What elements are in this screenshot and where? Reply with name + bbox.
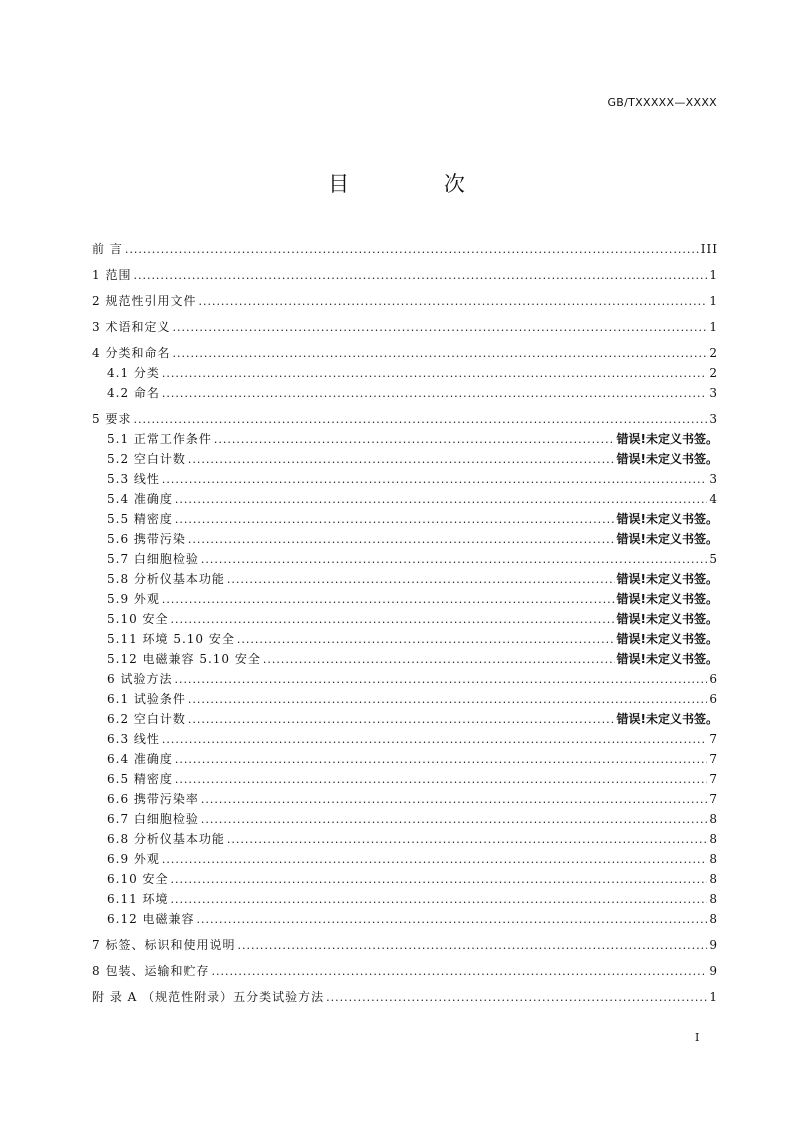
bookmark-error-text: 错误!未定义书签。 (616, 432, 718, 446)
dot-leader (188, 710, 615, 730)
toc-entry-label: 6 试验方法 (107, 672, 173, 686)
toc-page-number: 2 (709, 366, 718, 380)
toc-page-number: 4 (709, 492, 718, 506)
toc-entry-label: 5.6 携带污染 (107, 532, 186, 546)
toc-entry[interactable] (92, 849, 718, 869)
toc-entry[interactable] (92, 469, 718, 489)
toc-entry[interactable] (92, 609, 718, 629)
toc-entry[interactable] (92, 265, 718, 285)
dot-leader (237, 630, 615, 650)
dot-leader (133, 266, 707, 286)
toc-page-number: 7 (709, 732, 718, 746)
toc-entry-label: 6.12 电磁兼容 (107, 912, 195, 926)
dot-leader (237, 936, 707, 956)
dot-leader (188, 450, 615, 470)
toc-page-number: 1 (709, 268, 718, 282)
bookmark-error-text: 错误!未定义书签。 (616, 652, 718, 666)
toc-page-number: 6 (709, 692, 718, 706)
toc-entry-label: 6.6 携带污染率 (107, 792, 199, 806)
toc-entry[interactable] (92, 649, 718, 669)
toc-entry[interactable] (92, 629, 718, 649)
toc-entry-label: 5.4 准确度 (107, 492, 173, 506)
toc-entry-label: 6.9 外观 (107, 852, 160, 866)
table-of-contents (92, 239, 718, 1007)
toc-entry[interactable] (92, 935, 718, 955)
dot-leader (162, 850, 707, 870)
toc-page-number: 9 (709, 964, 718, 978)
dot-leader (174, 670, 707, 690)
toc-entry-label: 5.3 线性 (107, 472, 160, 486)
toc-entry[interactable] (92, 509, 718, 529)
toc-entry[interactable] (92, 489, 718, 509)
dot-leader (162, 590, 615, 610)
toc-entry-label: 6.8 分析仪基本功能 (107, 832, 225, 846)
bookmark-error-text: 错误!未定义书签。 (616, 572, 718, 586)
toc-entry-label: 7 标签、标识和使用说明 (92, 938, 236, 952)
toc-page-number: 8 (709, 812, 718, 826)
toc-page-number: 9 (709, 938, 718, 952)
toc-entry[interactable] (92, 809, 718, 829)
dot-leader (162, 364, 707, 384)
dot-leader (125, 240, 699, 260)
toc-entry-label: 6.4 准确度 (107, 752, 173, 766)
toc-entry-label: 6.3 线性 (107, 732, 160, 746)
toc-page-number: 2 (709, 346, 718, 360)
toc-entry[interactable] (92, 709, 718, 729)
toc-entry-label: 5 要求 (92, 412, 132, 426)
dot-leader (175, 490, 707, 510)
toc-entry[interactable] (92, 729, 718, 749)
toc-entry[interactable] (92, 429, 718, 449)
toc-entry[interactable] (92, 343, 718, 363)
toc-entry-label: 4.1 分类 (107, 366, 160, 380)
toc-entry-label: 前 言 (92, 242, 123, 256)
toc-entry-label: 5.11 环境 5.10 安全 (107, 632, 235, 646)
dot-leader (188, 530, 615, 550)
toc-page-number: 1 (709, 320, 718, 334)
toc-entry-label: 6.10 安全 (107, 872, 169, 886)
toc-entry[interactable] (92, 529, 718, 549)
toc-page-number: 3 (709, 386, 718, 400)
toc-entry[interactable] (92, 363, 718, 383)
toc-entry-label: 5.7 白细胞检验 (107, 552, 199, 566)
toc-entry-label: 5.1 正常工作条件 (107, 432, 212, 446)
toc-page-number: 3 (709, 472, 718, 486)
dot-leader (162, 730, 707, 750)
toc-entry-label: 4.2 命名 (107, 386, 160, 400)
toc-page-number: 1 (709, 294, 718, 308)
bookmark-error-text: 错误!未定义书签。 (616, 632, 718, 646)
toc-entry-label: 6.2 空白计数 (107, 712, 186, 726)
dot-leader (175, 770, 707, 790)
dot-leader (201, 810, 707, 830)
dot-leader (188, 690, 707, 710)
dot-leader (326, 988, 707, 1008)
document-number: GB/TXXXXX—XXXX (607, 96, 717, 109)
page-title: 目 次 (328, 172, 509, 196)
toc-entry-label: 6.1 试验条件 (107, 692, 186, 706)
dot-leader (172, 344, 707, 364)
toc-page-number: III (700, 242, 718, 256)
dot-leader (198, 292, 707, 312)
dot-leader (214, 430, 615, 450)
toc-entry-label: 5.8 分析仪基本功能 (107, 572, 225, 586)
toc-entry[interactable] (92, 889, 718, 909)
toc-entry-label: 5.2 空白计数 (107, 452, 186, 466)
toc-page-number: 7 (709, 752, 718, 766)
toc-entry[interactable] (92, 961, 718, 981)
toc-entry[interactable] (92, 317, 718, 337)
page-number: I (695, 1031, 700, 1044)
toc-page-number: 6 (709, 672, 718, 686)
toc-entry[interactable] (92, 239, 718, 259)
toc-entry-label: 6.7 白细胞检验 (107, 812, 199, 826)
dot-leader (171, 890, 708, 910)
toc-entry[interactable] (92, 909, 718, 929)
bookmark-error-text: 错误!未定义书签。 (616, 532, 718, 546)
toc-entry[interactable] (92, 449, 718, 469)
dot-leader (263, 650, 615, 670)
bookmark-error-text: 错误!未定义书签。 (616, 592, 718, 606)
dot-leader (171, 610, 615, 630)
toc-entry[interactable] (92, 749, 718, 769)
dot-leader (227, 830, 707, 850)
bookmark-error-text: 错误!未定义书签。 (616, 452, 718, 466)
toc-page-number: 8 (709, 892, 718, 906)
toc-entry[interactable] (92, 589, 718, 609)
toc-page-number: 8 (709, 832, 718, 846)
bookmark-error-text: 错误!未定义书签。 (616, 712, 718, 726)
bookmark-error-text: 错误!未定义书签。 (616, 612, 718, 626)
toc-entry[interactable] (92, 689, 718, 709)
toc-page-number: 5 (709, 552, 718, 566)
toc-page-number: 1 (709, 990, 718, 1004)
dot-leader (227, 570, 615, 590)
toc-page-number: 7 (709, 772, 718, 786)
toc-entry[interactable] (92, 829, 718, 849)
toc-entry[interactable] (92, 987, 718, 1007)
toc-entry[interactable] (92, 869, 718, 889)
toc-entry[interactable] (92, 409, 718, 429)
toc-entry-label: 5.10 安全 (107, 612, 169, 626)
dot-leader (175, 510, 615, 530)
toc-entry[interactable] (92, 669, 718, 689)
toc-entry[interactable] (92, 789, 718, 809)
toc-entry-label: 8 包装、运输和贮存 (92, 964, 210, 978)
dot-leader (133, 410, 707, 430)
toc-entry-label: 5.5 精密度 (107, 512, 173, 526)
toc-entry[interactable] (92, 291, 718, 311)
toc-page-number: 8 (709, 912, 718, 926)
toc-entry-label: 4 分类和命名 (92, 346, 171, 360)
toc-entry-label: 1 范围 (92, 268, 132, 282)
dot-leader (197, 910, 708, 930)
dot-leader (162, 384, 707, 404)
dot-leader (175, 750, 707, 770)
dot-leader (201, 550, 707, 570)
dot-leader (171, 870, 708, 890)
toc-entry[interactable] (92, 769, 718, 789)
toc-entry-label: 6.11 环境 (107, 892, 169, 906)
toc-entry-label: 5.12 电磁兼容 5.10 安全 (107, 652, 261, 666)
toc-page-number: 8 (709, 852, 718, 866)
toc-entry[interactable] (92, 383, 718, 403)
toc-page-number: 8 (709, 872, 718, 886)
toc-entry[interactable] (92, 549, 718, 569)
dot-leader (201, 790, 707, 810)
toc-entry-label: 5.9 外观 (107, 592, 160, 606)
dot-leader (172, 318, 707, 338)
toc-page-number: 7 (709, 792, 718, 806)
toc-entry-label: 附 录 A （规范性附录）五分类试验方法 (92, 990, 325, 1004)
toc-page-number: 3 (709, 412, 718, 426)
toc-entry[interactable] (92, 569, 718, 589)
dot-leader (211, 962, 707, 982)
toc-entry-label: 3 术语和定义 (92, 320, 171, 334)
toc-entry-label: 2 规范性引用文件 (92, 294, 197, 308)
toc-entry-label: 6.5 精密度 (107, 772, 173, 786)
dot-leader (162, 470, 707, 490)
bookmark-error-text: 错误!未定义书签。 (616, 512, 718, 526)
